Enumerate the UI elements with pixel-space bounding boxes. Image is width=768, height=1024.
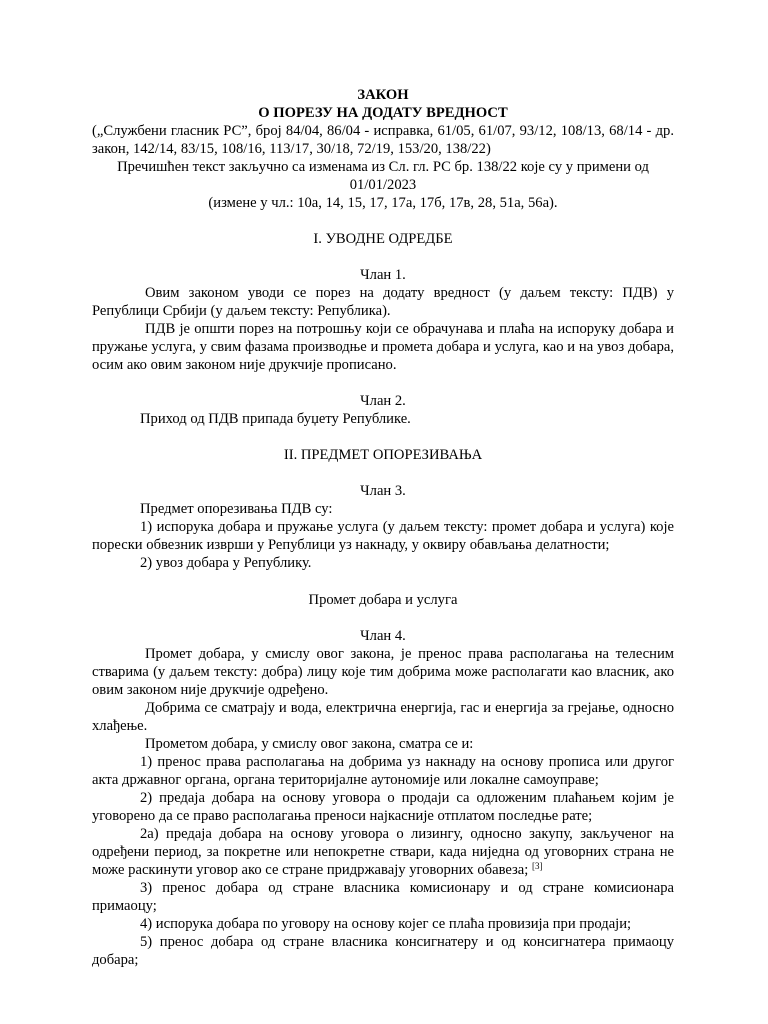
section-heading-introductory: I. УВОДНЕ ОДРЕДБЕ (313, 231, 453, 247)
article-4-item-2a-text: 2а) предаја добара на основу уговора о лизингу, односно закупу, закљученог на одређени период, за покретне или непокретне ствари, када ниједна од уговорних страна не може раскинути уговор ако се стране придржавају уговорних обавеза; (92, 826, 674, 878)
document-subtitle: О ПОРЕЗУ НА ДОДАТУ ВРЕДНОСТ (258, 105, 508, 121)
article-2-paragraph-1: Приход од ПДВ припада буџету Републике. (140, 411, 411, 427)
article-4-item-5: 5) пренос добара од стране власника консигнатеру и од консигнатера примаоцу добара; (92, 934, 674, 968)
article-4-item-4: 4) испорука добара по уговору на основу којег се плаћа провизија при продаји; (140, 916, 632, 932)
article-4-paragraph-2: Добрима се сматрају и вода, електрична енергија, гас и енергија за грејање, односно хлађење. (92, 700, 674, 734)
article-1-label: Члан 1. (360, 267, 406, 283)
article-3-item-2: 2) увоз добара у Републику. (140, 555, 312, 571)
gazette-references: („Службени гласник РС”, број 84/04, 86/04 - исправка, 61/05, 61/07, 93/12, 108/13, 68/14 - др. закон, 142/14, 83/15, 108/16, 113/17, 30/18, 72/19, 153/20, 138/22) (92, 123, 674, 157)
article-4-item-3: 3) пренос добара од стране власника комисионару и од стране комисионара примаоцу; (92, 880, 674, 914)
article-1-paragraph-2: ПДВ је општи порез на потрошњу који се обрачунава и плаћа на испоруку добара и пружање услуга, у свим фазама производње и промета добара и услуга, као и на увоз добара, осим ако овим законом није друкчије прописано. (92, 321, 674, 373)
article-4-paragraph-3: Прометом добара, у смислу овог закона, сматра се и: (145, 736, 474, 752)
footnote-reference[interactable]: [3] (531, 861, 543, 871)
consolidated-text-note: Пречишћен текст закључно са изменама из Сл. гл. РС бр. 138/22 које су у примени од (117, 159, 649, 175)
effective-date: 01/01/2023 (349, 177, 417, 193)
article-4-label: Члан 4. (360, 628, 406, 644)
article-1-paragraph-1: Овим законом уводи се порез на додату вредност (у даљем тексту: ПДВ) у Републици Србији (у даљем тексту: Република). (92, 285, 674, 319)
amended-articles-note: (измене у чл.: 10а, 14, 15, 17, 17а, 17б, 17в, 28, 51а, 56а). (208, 195, 558, 211)
article-3-label: Члан 3. (360, 483, 406, 499)
section-heading-subject-of-taxation: II. ПРЕДМЕТ ОПОРЕЗИВАЊА (283, 447, 483, 463)
document-title: ЗАКОН (357, 87, 409, 103)
article-3-paragraph-1: Предмет опорезивања ПДВ су: (140, 501, 333, 517)
article-4-item-2a (92, 825, 674, 879)
article-4-item-1: 1) пренос права располагања на добрима уз накнаду на основу прописа или другог акта државног органа, органа територијалне аутономије или локалне самоуправе; (92, 754, 674, 788)
article-4-paragraph-1: Промет добара, у смислу овог закона, је пренос права располагања на телесним стварима (у даљем тексту: добра) лицу које тим добрима може располагати као власник, ако овим законом није друкчије одређено. (92, 646, 674, 698)
law-document (92, 86, 674, 969)
subheading-supply-of-goods-and-services: Промет добара и услуга (308, 592, 458, 608)
article-2-label: Члан 2. (360, 393, 406, 409)
article-3-item-1: 1) испорука добара и пружање услуга (у даљем тексту: промет добара и услуга) које порески обвезник изврши у Републици уз накнаду, у оквиру обављања делатности; (92, 519, 674, 553)
article-4-item-2: 2) предаја добара на основу уговора о продаји са одложеним плаћањем којим је уговорено да се право располагања преноси најкасније отплатом последње рате; (92, 790, 674, 824)
